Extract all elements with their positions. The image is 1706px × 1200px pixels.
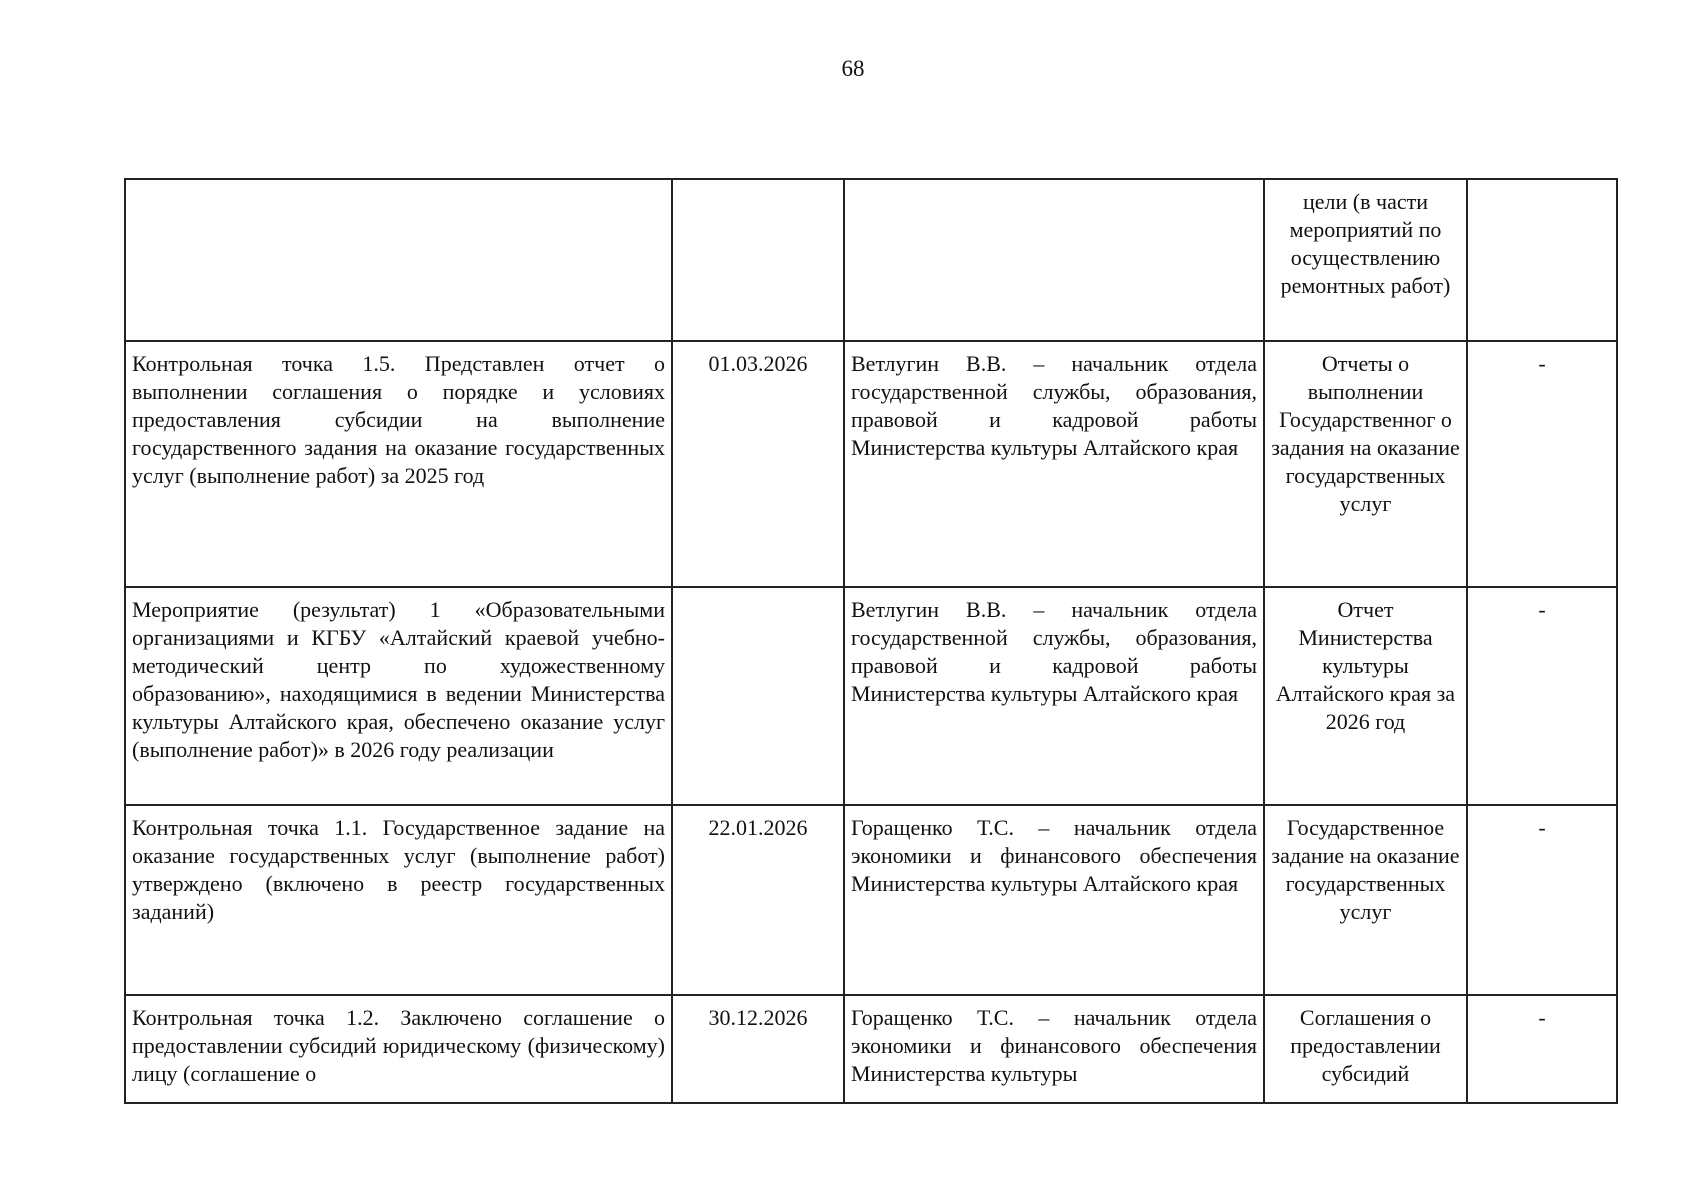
table-row (125, 341, 1617, 587)
description-cell: Мероприятие (результат) 1 «Образовательными организациями и КГБУ «Алтайский краевой учебно-методический центр по художественному образованию», находящимися в ведении Министерства культуры Алтайского края, обеспечено оказание услуг (выполнение работ)» в 2026 году реализации (125, 587, 672, 805)
table-row (125, 179, 1617, 341)
note-cell: - (1467, 995, 1617, 1103)
note-cell: - (1467, 341, 1617, 587)
table-row (125, 805, 1617, 995)
document-cell: Государственное задание на оказание государственных услуг (1264, 805, 1467, 995)
date-cell: 22.01.2026 (672, 805, 844, 995)
description-cell: Контрольная точка 1.2. Заключено соглашение о предоставлении субсидий юридическому (физическому) лицу (соглашение о (125, 995, 672, 1103)
responsible-cell: Ветлугин В.В. – начальник отдела государственной службы, образования, правовой и кадровой работы Министерства культуры Алтайского края (844, 341, 1264, 587)
note-cell (1467, 179, 1617, 341)
responsible-cell: Горащенко Т.С. – начальник отдела экономики и финансового обеспечения Министерства культуры Алтайского края (844, 805, 1264, 995)
document-cell: Соглашения о предоставлении субсидий (1264, 995, 1467, 1103)
table-row (125, 995, 1617, 1103)
description-cell (125, 179, 672, 341)
table-row (125, 587, 1617, 805)
document-cell: Отчеты о выполнении Государственног о задания на оказание государственных услуг (1264, 341, 1467, 587)
note-cell: - (1467, 805, 1617, 995)
responsible-cell: Горащенко Т.С. – начальник отдела экономики и финансового обеспечения Министерства культуры (844, 995, 1264, 1103)
document-cell: цели (в части мероприятий по осуществлению ремонтных работ) (1264, 179, 1467, 341)
description-cell: Контрольная точка 1.1. Государственное задание на оказание государственных услуг (выполнение работ) утверждено (включено в реестр государственных заданий) (125, 805, 672, 995)
control-points-table (124, 178, 1618, 1104)
date-cell (672, 587, 844, 805)
description-cell: Контрольная точка 1.5. Представлен отчет о выполнении соглашения о порядке и условиях предоставления субсидии на выполнение государственного задания на оказание государственных услуг (выполнение работ) за 2025 год (125, 341, 672, 587)
responsible-cell (844, 179, 1264, 341)
note-cell: - (1467, 587, 1617, 805)
responsible-cell: Ветлугин В.В. – начальник отдела государственной службы, образования, правовой и кадровой работы Министерства культуры Алтайского края (844, 587, 1264, 805)
date-cell (672, 179, 844, 341)
page-number: 68 (841, 56, 865, 81)
document-cell: Отчет Министерства культуры Алтайского края за 2026 год (1264, 587, 1467, 805)
date-cell: 30.12.2026 (672, 995, 844, 1103)
date-cell: 01.03.2026 (672, 341, 844, 587)
